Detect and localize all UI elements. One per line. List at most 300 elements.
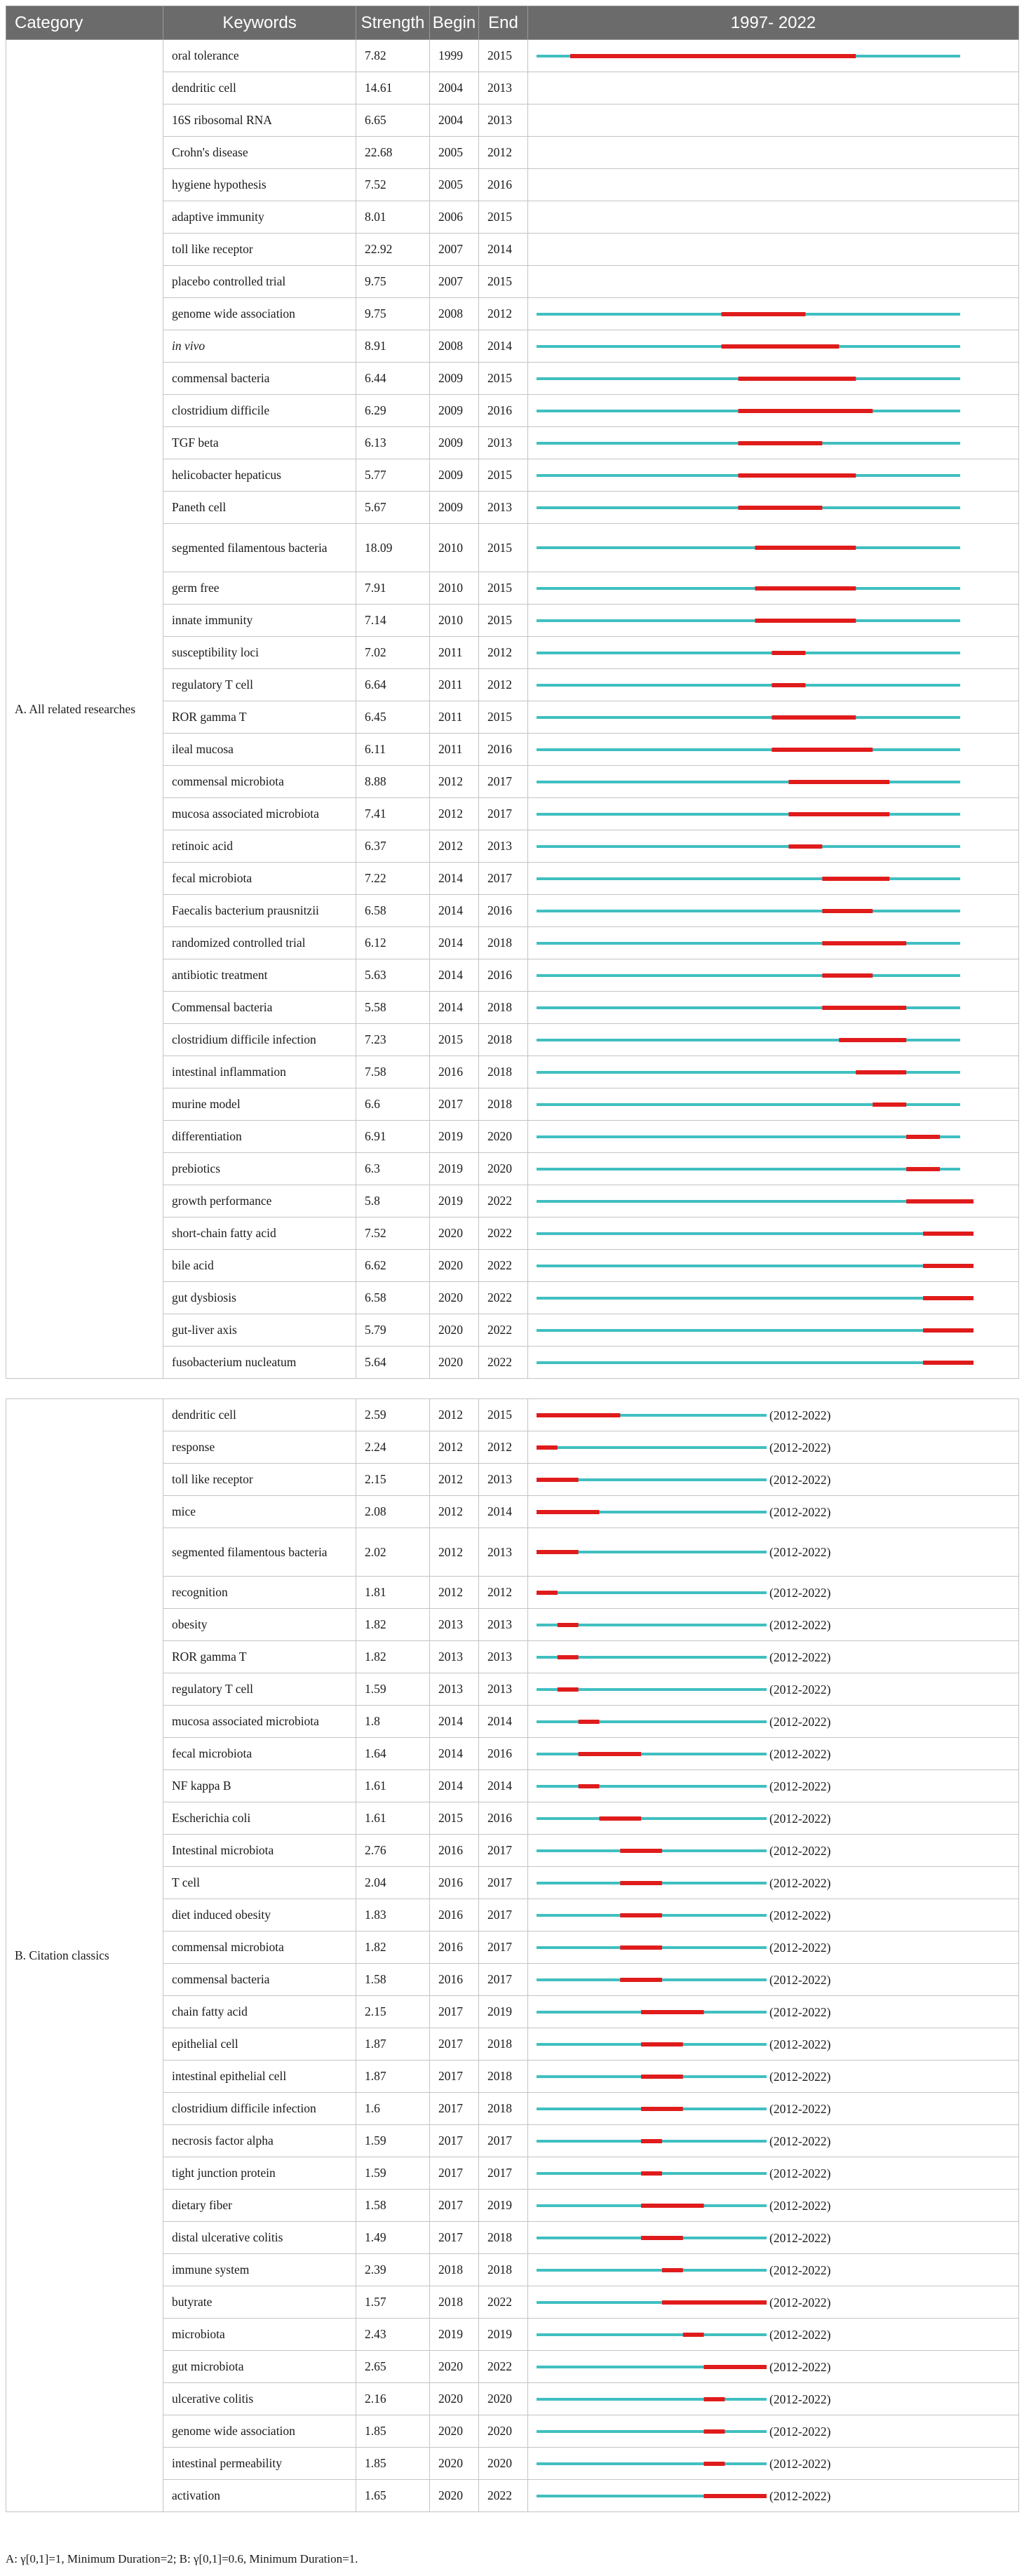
- end-cell: 2016: [479, 734, 528, 766]
- begin-cell: 2016: [430, 1835, 479, 1867]
- timeline-range-label: (2012-2022): [769, 2456, 831, 2471]
- end-cell: 2012: [479, 1577, 528, 1609]
- timeline-cell: [528, 1802, 1019, 1835]
- timeline-cell: [528, 234, 1019, 266]
- begin-cell: 2013: [430, 1673, 479, 1706]
- burst-bar: [537, 1478, 579, 1482]
- strength-cell: 8.88: [356, 766, 430, 798]
- keyword-cell: susceptibility loci: [163, 637, 356, 669]
- timeline-cell: [528, 2254, 1019, 2286]
- keyword-cell: butyrate: [163, 2286, 356, 2319]
- keyword-cell: recognition: [163, 1577, 356, 1609]
- strength-cell: 1.59: [356, 1673, 430, 1706]
- header-category: Category: [6, 6, 163, 40]
- strength-cell: 1.81: [356, 1577, 430, 1609]
- timeline-cell: [528, 1153, 1019, 1185]
- keyword-cell: T cell: [163, 1867, 356, 1899]
- timeline-cell: [528, 605, 1019, 637]
- timeline-cell: [528, 330, 1019, 363]
- begin-cell: 2012: [430, 1496, 479, 1528]
- strength-cell: 1.85: [356, 2415, 430, 2448]
- burst-timeline: [528, 806, 991, 823]
- burst-timeline: [528, 403, 991, 419]
- begin-cell: 2010: [430, 572, 479, 605]
- burst-bar: [755, 619, 856, 623]
- burst-timeline: [528, 1649, 991, 1666]
- timeline-cell: [528, 927, 1019, 959]
- burst-bar: [704, 2397, 725, 2401]
- strength-cell: 7.02: [356, 637, 430, 669]
- burst-bar: [641, 2139, 662, 2143]
- strength-cell: 9.75: [356, 266, 430, 298]
- begin-cell: 2014: [430, 1738, 479, 1770]
- timeline-cell: [528, 427, 1019, 459]
- end-cell: 2017: [479, 766, 528, 798]
- begin-cell: 2020: [430, 2448, 479, 2480]
- table-footnote: A: γ[0,1]=1, Minimum Duration=2; B: γ[0,1]=0.6, Minimum Duration=1.: [6, 2552, 358, 2565]
- begin-cell: 2004: [430, 104, 479, 137]
- timeline-cell: [528, 1609, 1019, 1641]
- burst-timeline: [528, 580, 991, 597]
- burst-timeline: [528, 1971, 991, 1988]
- strength-cell: 7.58: [356, 1056, 430, 1088]
- burst-bar: [662, 2300, 767, 2305]
- timeline-range-label: (2012-2022): [769, 2327, 831, 2342]
- begin-cell: 2008: [430, 298, 479, 330]
- end-cell: 2020: [479, 1121, 528, 1153]
- timeline-cell: [528, 2480, 1019, 2512]
- timeline-cell: [528, 1996, 1019, 2028]
- burst-bar: [641, 2236, 683, 2240]
- end-cell: 2016: [479, 1802, 528, 1835]
- strength-cell: 1.6: [356, 2093, 430, 2125]
- begin-cell: 2017: [430, 2061, 479, 2093]
- end-cell: 2016: [479, 895, 528, 927]
- burst-timeline: [528, 467, 991, 484]
- strength-cell: 22.68: [356, 137, 430, 169]
- end-cell: 2022: [479, 2286, 528, 2319]
- burst-timeline: [528, 370, 991, 387]
- begin-cell: 2012: [430, 1577, 479, 1609]
- begin-cell: 2016: [430, 1964, 479, 1996]
- strength-cell: 5.8: [356, 1185, 430, 1218]
- timeline-cell: [528, 637, 1019, 669]
- timeline-cell: [528, 2157, 1019, 2190]
- end-cell: 2018: [479, 992, 528, 1024]
- burst-bar: [788, 812, 889, 816]
- burst-timeline: [528, 935, 991, 952]
- timeline-cell: [528, 395, 1019, 427]
- burst-timeline: [528, 2036, 991, 2053]
- keyword-cell: intestinal epithelial cell: [163, 2061, 356, 2093]
- end-cell: 2018: [479, 1088, 528, 1121]
- strength-cell: 1.82: [356, 1609, 430, 1641]
- keyword-cell: ROR gamma T: [163, 1641, 356, 1673]
- strength-cell: 1.8: [356, 1706, 430, 1738]
- burst-bar: [641, 2010, 703, 2014]
- strength-cell: 5.64: [356, 1347, 430, 1379]
- strength-cell: 5.77: [356, 459, 430, 492]
- timeline-range-label: (2012-2022): [769, 2392, 831, 2406]
- begin-cell: 2019: [430, 1153, 479, 1185]
- end-cell: 2017: [479, 1899, 528, 1931]
- timeline-cell: [528, 2351, 1019, 2383]
- keyword-cell: ulcerative colitis: [163, 2383, 356, 2415]
- end-cell: 2014: [479, 1770, 528, 1802]
- burst-bar: [620, 1881, 662, 1885]
- timeline-cell: [528, 572, 1019, 605]
- timeline-cell: [528, 459, 1019, 492]
- timeline-cell: [528, 1347, 1019, 1379]
- end-cell: 2012: [479, 637, 528, 669]
- end-cell: 2019: [479, 1996, 528, 2028]
- begin-cell: 2017: [430, 2157, 479, 2190]
- burst-bar: [822, 1006, 906, 1010]
- timeline-range-label: (2012-2022): [769, 1811, 831, 1826]
- burst-timeline: [528, 2488, 991, 2504]
- burst-bar: [906, 1135, 940, 1139]
- strength-cell: 2.76: [356, 1835, 430, 1867]
- burst-timeline: [528, 2165, 991, 2182]
- burst-bar: [923, 1361, 974, 1365]
- burst-timeline: [528, 499, 991, 516]
- burst-timeline: [528, 1193, 991, 1210]
- burst-bar: [923, 1296, 974, 1300]
- timeline-range-label: (2012-2022): [769, 1440, 831, 1455]
- burst-bar: [620, 1913, 662, 1917]
- begin-cell: 2011: [430, 669, 479, 701]
- keyword-cell: regulatory T cell: [163, 1673, 356, 1706]
- burst-timeline: [528, 903, 991, 919]
- end-cell: 2013: [479, 830, 528, 863]
- header-begin: Begin: [430, 6, 479, 40]
- burst-bar: [822, 973, 873, 978]
- burst-timeline: [528, 1128, 991, 1145]
- strength-cell: 1.61: [356, 1770, 430, 1802]
- burst-timeline: [528, 838, 991, 855]
- burst-timeline: [528, 1032, 991, 1048]
- strength-cell: 1.59: [356, 2157, 430, 2190]
- timeline-range-label: (2012-2022): [769, 1545, 831, 1559]
- burst-bar: [788, 844, 822, 849]
- burst-bar: [620, 1849, 662, 1853]
- strength-cell: 7.22: [356, 863, 430, 895]
- begin-cell: 2012: [430, 1528, 479, 1577]
- begin-cell: 2020: [430, 1218, 479, 1250]
- burst-bar: [599, 1816, 641, 1821]
- burst-bar: [662, 2268, 683, 2272]
- keyword-cell: fecal microbiota: [163, 1738, 356, 1770]
- keyword-cell: TGF beta: [163, 427, 356, 459]
- timeline-range-label: (2012-2022): [769, 1617, 831, 1632]
- timeline-cell: [528, 734, 1019, 766]
- timeline-cell: [528, 1024, 1019, 1056]
- burst-bar: [739, 377, 856, 381]
- strength-cell: 6.29: [356, 395, 430, 427]
- strength-cell: 9.75: [356, 298, 430, 330]
- category-cell: B. Citation classics: [6, 1399, 163, 2512]
- strength-cell: 1.58: [356, 1964, 430, 1996]
- timeline-cell: [528, 1314, 1019, 1347]
- keyword-cell: clostridium difficile: [163, 395, 356, 427]
- strength-cell: 2.02: [356, 1528, 430, 1577]
- timeline-cell: [528, 1528, 1019, 1577]
- burst-timeline: [528, 435, 991, 452]
- burst-timeline: [528, 1544, 991, 1560]
- begin-cell: 2020: [430, 2415, 479, 2448]
- burst-bar: [537, 1413, 620, 1417]
- keyword-cell: Escherichia coli: [163, 1802, 356, 1835]
- strength-cell: 7.14: [356, 605, 430, 637]
- timeline-cell: [528, 1770, 1019, 1802]
- begin-cell: 2016: [430, 1056, 479, 1088]
- keyword-cell: clostridium difficile infection: [163, 2093, 356, 2125]
- timeline-cell: [528, 1282, 1019, 1314]
- burst-timeline: [528, 48, 991, 65]
- end-cell: 2015: [479, 524, 528, 572]
- strength-cell: 6.13: [356, 427, 430, 459]
- burst-timeline: [528, 2423, 991, 2440]
- begin-cell: 2020: [430, 1282, 479, 1314]
- begin-cell: 2009: [430, 492, 479, 524]
- burst-bar: [772, 715, 856, 720]
- timeline-cell: [528, 1496, 1019, 1528]
- end-cell: 2015: [479, 40, 528, 72]
- end-cell: 2015: [479, 701, 528, 734]
- keyword-cell: mucosa associated microbiota: [163, 798, 356, 830]
- timeline-range-label: (2012-2022): [769, 1779, 831, 1793]
- end-cell: 2013: [479, 1528, 528, 1577]
- end-cell: 2012: [479, 669, 528, 701]
- begin-cell: 2014: [430, 959, 479, 992]
- strength-cell: 2.43: [356, 2319, 430, 2351]
- begin-cell: 2019: [430, 2319, 479, 2351]
- begin-cell: 2015: [430, 1024, 479, 1056]
- keyword-cell: oral tolerance: [163, 40, 356, 72]
- strength-cell: 5.79: [356, 1314, 430, 1347]
- timeline-cell: [528, 266, 1019, 298]
- keyword-cell: hygiene hypothesis: [163, 169, 356, 201]
- burst-bar: [923, 1264, 974, 1268]
- timeline-cell: [528, 1088, 1019, 1121]
- strength-cell: 2.24: [356, 1431, 430, 1464]
- burst-bar: [923, 1328, 974, 1333]
- end-cell: 2022: [479, 1185, 528, 1218]
- begin-cell: 2014: [430, 895, 479, 927]
- begin-cell: 2009: [430, 395, 479, 427]
- keyword-cell: prebiotics: [163, 1153, 356, 1185]
- timeline-cell: [528, 1399, 1019, 1431]
- keyword-cell: commensal bacteria: [163, 363, 356, 395]
- timeline-range-label: (2012-2022): [769, 2037, 831, 2051]
- begin-cell: 2013: [430, 1641, 479, 1673]
- timeline-range-label: (2012-2022): [769, 1682, 831, 1697]
- end-cell: 2015: [479, 605, 528, 637]
- timeline-cell: [528, 1899, 1019, 1931]
- burst-timeline: [528, 539, 991, 556]
- strength-cell: 2.59: [356, 1399, 430, 1431]
- timeline-cell: [528, 1121, 1019, 1153]
- end-cell: 2017: [479, 1964, 528, 1996]
- begin-cell: 2020: [430, 2480, 479, 2512]
- end-cell: 2016: [479, 959, 528, 992]
- timeline-cell: [528, 40, 1019, 72]
- strength-cell: 6.37: [356, 830, 430, 863]
- begin-cell: 1999: [430, 40, 479, 72]
- burst-timeline: [528, 1225, 991, 1242]
- keyword-cell: innate immunity: [163, 605, 356, 637]
- burst-bar: [772, 651, 805, 655]
- keyword-cell: germ free: [163, 572, 356, 605]
- burst-timeline: [528, 1064, 991, 1081]
- keyword-cell: genome wide association: [163, 2415, 356, 2448]
- strength-cell: 6.11: [356, 734, 430, 766]
- timeline-cell: [528, 524, 1019, 572]
- timeline-range-label: (2012-2022): [769, 2424, 831, 2439]
- burst-bar: [739, 441, 823, 445]
- begin-cell: 2017: [430, 2028, 479, 2061]
- burst-timeline: [528, 1161, 991, 1178]
- burst-bar: [873, 1102, 906, 1107]
- begin-cell: 2012: [430, 830, 479, 863]
- strength-cell: 6.12: [356, 927, 430, 959]
- header-strength: Strength: [356, 6, 430, 40]
- timeline-cell: [528, 1577, 1019, 1609]
- timeline-cell: [528, 1185, 1019, 1218]
- strength-cell: 18.09: [356, 524, 430, 572]
- strength-cell: 2.65: [356, 2351, 430, 2383]
- begin-cell: 2009: [430, 459, 479, 492]
- burst-bar: [579, 1784, 600, 1788]
- end-cell: 2020: [479, 2448, 528, 2480]
- begin-cell: 2020: [430, 2351, 479, 2383]
- burst-timeline: [528, 709, 991, 726]
- keyword-cell: commensal microbiota: [163, 1931, 356, 1964]
- burst-timeline: [528, 677, 991, 694]
- timeline-range-label: (2012-2022): [769, 2198, 831, 2213]
- keyword-cell: response: [163, 1431, 356, 1464]
- keyword-cell: microbiota: [163, 2319, 356, 2351]
- timeline-cell: [528, 137, 1019, 169]
- burst-bar: [704, 2494, 767, 2498]
- begin-cell: 2016: [430, 1899, 479, 1931]
- strength-cell: 1.57: [356, 2286, 430, 2319]
- separator-cell: [6, 1379, 1019, 1399]
- burst-bar: [923, 1232, 974, 1236]
- burst-bar: [558, 1655, 579, 1659]
- burst-bar: [537, 1445, 558, 1450]
- keyword-cell: commensal microbiota: [163, 766, 356, 798]
- strength-cell: 22.92: [356, 234, 430, 266]
- strength-cell: 14.61: [356, 72, 430, 104]
- timeline-cell: [528, 1641, 1019, 1673]
- timeline-range-label: (2012-2022): [769, 1408, 831, 1422]
- keyword-cell: Intestinal microbiota: [163, 1835, 356, 1867]
- burst-bar: [772, 683, 805, 687]
- keyword-cell: 16S ribosomal RNA: [163, 104, 356, 137]
- timeline-cell: [528, 2190, 1019, 2222]
- keyword-cell: epithelial cell: [163, 2028, 356, 2061]
- strength-cell: 6.58: [356, 1282, 430, 1314]
- strength-cell: 7.23: [356, 1024, 430, 1056]
- timeline-cell: [528, 1673, 1019, 1706]
- table-row: [6, 1399, 1019, 1431]
- burst-bar: [620, 1978, 662, 1982]
- strength-cell: 1.87: [356, 2061, 430, 2093]
- header-keywords: Keywords: [163, 6, 356, 40]
- end-cell: 2017: [479, 2125, 528, 2157]
- begin-cell: 2016: [430, 1931, 479, 1964]
- keyword-cell: Faecalis bacterium prausnitzii: [163, 895, 356, 927]
- burst-timeline: [528, 2391, 991, 2408]
- strength-cell: 1.85: [356, 2448, 430, 2480]
- timeline-cell: [528, 798, 1019, 830]
- burst-timeline: [528, 2133, 991, 2150]
- timeline-cell: [528, 830, 1019, 863]
- begin-cell: 2020: [430, 1347, 479, 1379]
- keyword-cell: antibiotic treatment: [163, 959, 356, 992]
- strength-cell: 8.91: [356, 330, 430, 363]
- keyword-cell: gut-liver axis: [163, 1314, 356, 1347]
- keyword-cell: helicobacter hepaticus: [163, 459, 356, 492]
- burst-timeline: [528, 999, 991, 1016]
- end-cell: 2018: [479, 2028, 528, 2061]
- burst-bar: [739, 506, 823, 510]
- strength-cell: 1.87: [356, 2028, 430, 2061]
- keyword-cell: growth performance: [163, 1185, 356, 1218]
- timeline-cell: [528, 863, 1019, 895]
- burst-timeline: [528, 2100, 991, 2117]
- strength-cell: 1.49: [356, 2222, 430, 2254]
- burst-bar: [772, 748, 873, 752]
- timeline-range-label: (2012-2022): [769, 1746, 831, 1761]
- strength-cell: 2.08: [356, 1496, 430, 1528]
- timeline-range-label: (2012-2022): [769, 2263, 831, 2277]
- end-cell: 2018: [479, 2061, 528, 2093]
- burst-bar: [620, 1946, 662, 1950]
- keyword-cell: segmented filamentous bacteria: [163, 524, 356, 572]
- begin-cell: 2012: [430, 1431, 479, 1464]
- burst-timeline: [528, 2326, 991, 2343]
- keyword-cell: bile acid: [163, 1250, 356, 1282]
- end-cell: 2019: [479, 2190, 528, 2222]
- keyword-cell: tight junction protein: [163, 2157, 356, 2190]
- end-cell: 2012: [479, 1431, 528, 1464]
- burst-timeline: [528, 2068, 991, 2085]
- burst-timeline: [528, 1322, 991, 1339]
- burst-timeline: [528, 1681, 991, 1698]
- timeline-cell: [528, 895, 1019, 927]
- keyword-cell: genome wide association: [163, 298, 356, 330]
- category-cell: A. All related researches: [6, 40, 163, 1379]
- burst-timeline: [528, 1939, 991, 1956]
- strength-cell: 6.44: [356, 363, 430, 395]
- end-cell: 2013: [479, 492, 528, 524]
- burst-bar: [537, 1591, 558, 1595]
- begin-cell: 2009: [430, 363, 479, 395]
- keyword-cell: gut dysbiosis: [163, 1282, 356, 1314]
- table-header-row: [6, 6, 1019, 40]
- strength-cell: 6.65: [356, 104, 430, 137]
- keyword-cell: Paneth cell: [163, 492, 356, 524]
- burst-timeline: [528, 1907, 991, 1924]
- timeline-range-label: (2012-2022): [769, 2069, 831, 2084]
- keyword-cell: adaptive immunity: [163, 201, 356, 234]
- burst-timeline: [528, 1504, 991, 1520]
- keyword-cell: distal ulcerative colitis: [163, 2222, 356, 2254]
- keyword-cell: intestinal inflammation: [163, 1056, 356, 1088]
- burst-bar: [822, 877, 889, 881]
